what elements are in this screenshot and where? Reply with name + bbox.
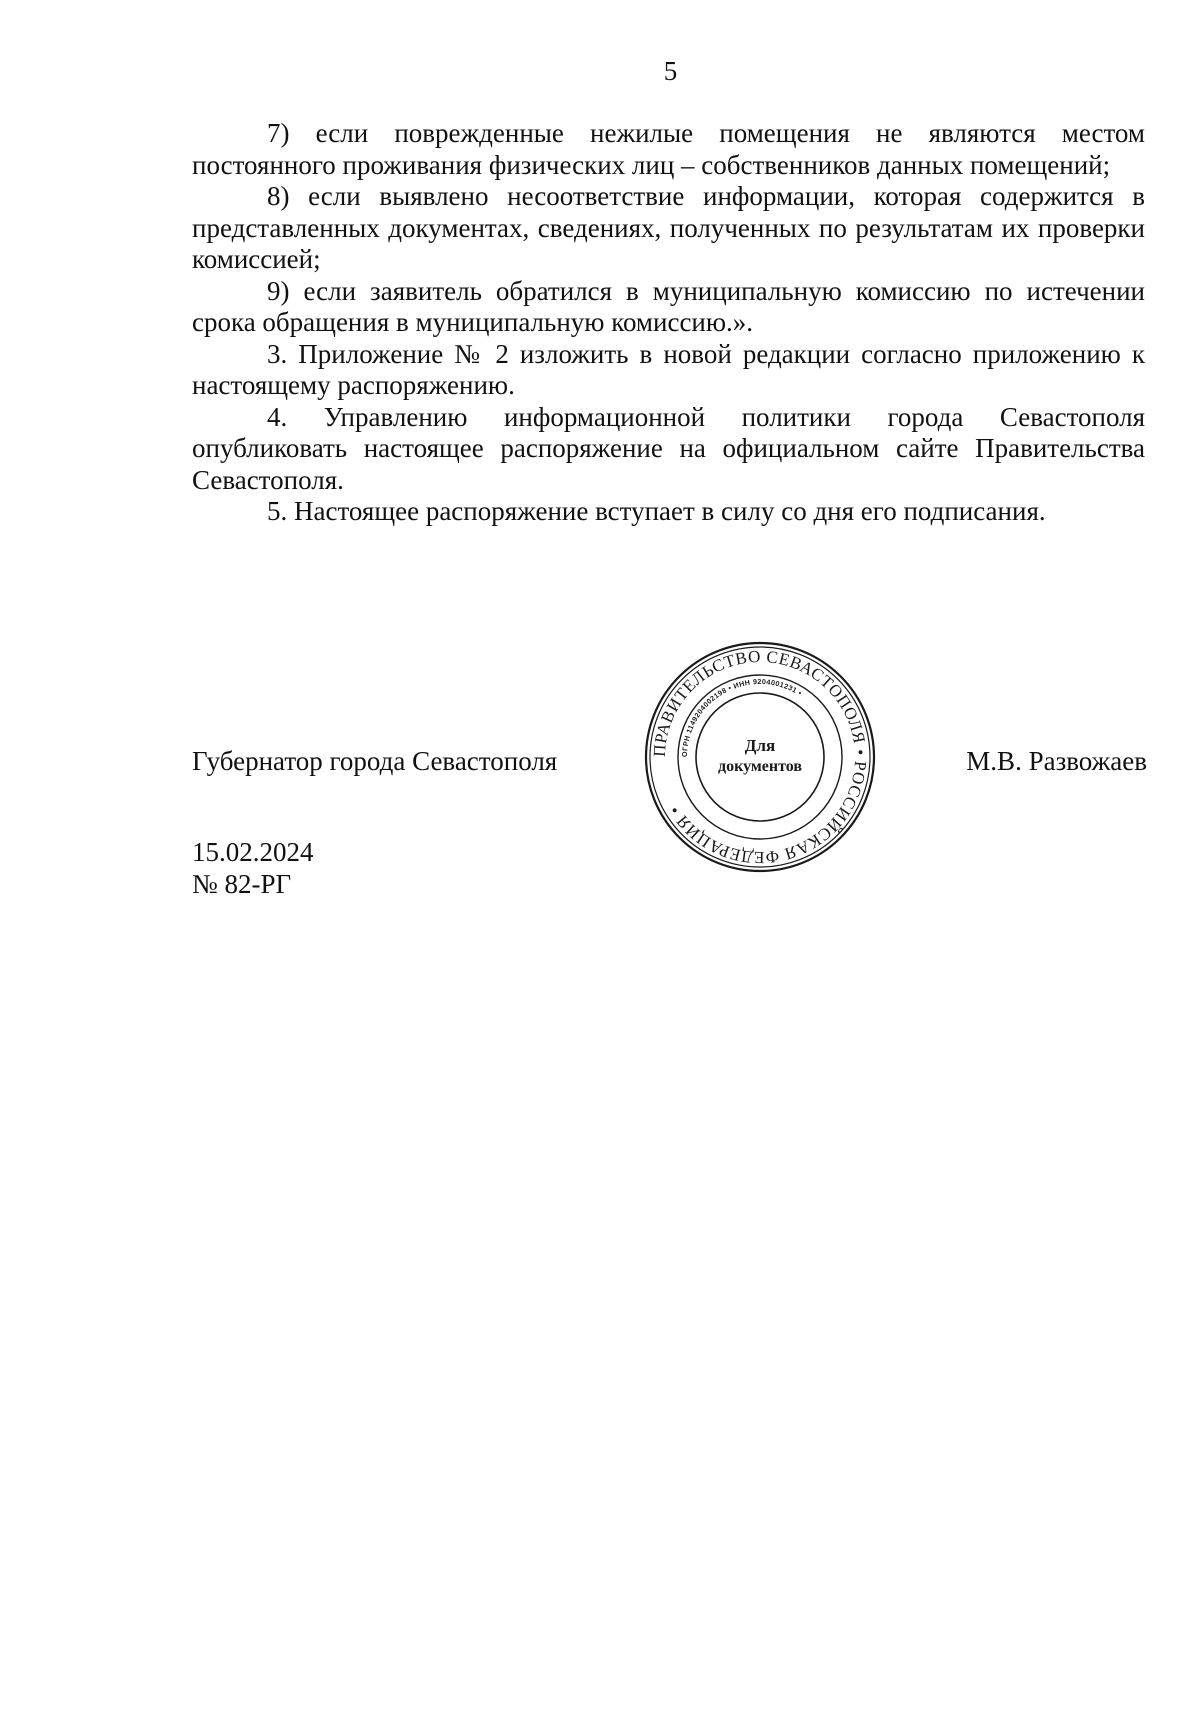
document-date: 15.02.2024 (192, 837, 314, 867)
seal-inner-text: ОГРН 1149204002198 • ИНН 9204001231 • (679, 676, 804, 758)
signatory-name: М.В. Развожаев (966, 746, 1147, 776)
paragraph-item-7: 7) если поврежденные нежилые помещения не являются местом постоянного проживания физических лиц – собственников данных помещений; (192, 118, 1145, 180)
seal-center-line1: Для (744, 736, 776, 755)
seal-outer-text: ПРАВИТЕЛЬСТВО СЕВАСТОПОЛЯ • РОССИЙСКАЯ ФЕДЕРАЦИЯ • (649, 646, 871, 868)
paragraph-point-4: 4. Управлению информационной политики города Севастополя опубликовать настоящее распоряжение на официальном сайте Правительства Севастополя. (192, 401, 1145, 495)
signatory-position: Губернатор города Севастополя (192, 746, 558, 776)
page-number: 5 (663, 56, 678, 86)
document-number: № 82-РГ (192, 869, 292, 899)
paragraph-point-3: 3. Приложение № 2 изложить в новой редакции согласно приложению к настоящему распоряжению. (192, 338, 1145, 400)
official-seal-stamp (642, 639, 878, 875)
seal-center-line2: документов (718, 758, 802, 775)
paragraph-item-9: 9) если заявитель обратился в муниципальную комиссию по истечении срока обращения в муниципальную комиссию.». (192, 275, 1145, 337)
document-body (192, 118, 1145, 528)
paragraph-item-8: 8) если выявлено несоответствие информации, которая содержится в представленных документах, сведениях, полученных по результатам их проверки комиссией; (192, 181, 1145, 274)
paragraph-point-5: 5. Настоящее распоряжение вступает в силу со дня его подписания. (267, 496, 1046, 526)
